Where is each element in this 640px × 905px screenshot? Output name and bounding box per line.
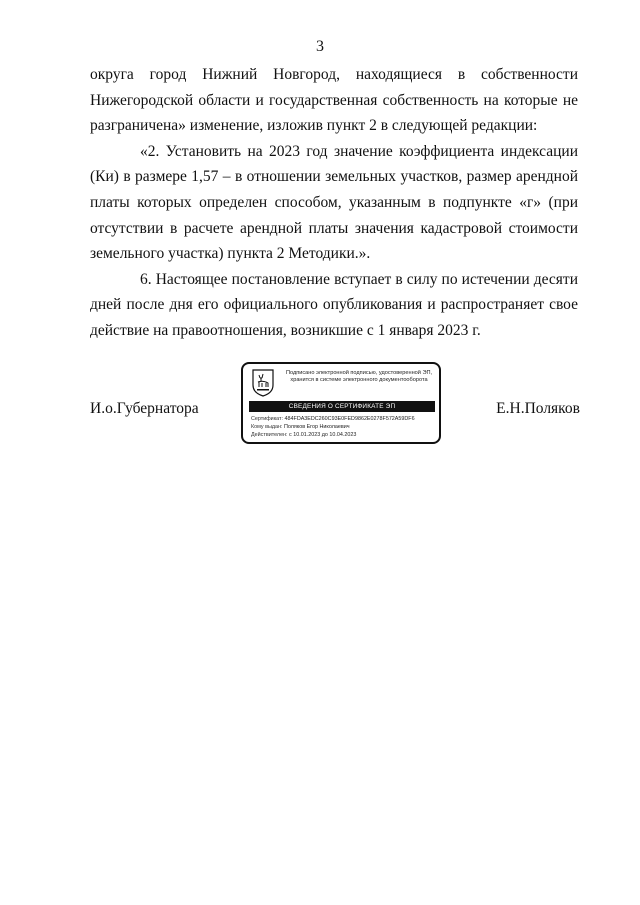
electronic-signature-stamp — [241, 362, 441, 444]
certificate-value: 484FDA3EDC260C93E0FED9862E0278F572A59DF6 — [284, 416, 415, 422]
paragraph-continuation: округа город Нижний Новгород, находящиеся в собственности Нижегородской области и государственная собственность на которые не разграничена» изменение, изложив пункт 2 в следующей редакции: — [90, 66, 578, 135]
signatory-title: И.о.Губернатора — [90, 400, 199, 417]
valid-row — [251, 431, 437, 439]
certificate-label: Сертификат: — [251, 416, 284, 422]
paragraph-clause-2: «2. Установить на 2023 год значение коэффициента индексации (Ки) в размере 1,57 – в отношении земельных участков, размер арендной платы которых определен способом, указанным в подпункте «г» (при отсутствии в расчете арендной платы значения кадастровой стоимости земельного участка) пункта 2 Методики.». — [90, 142, 578, 263]
document-body — [90, 62, 578, 344]
stamp-header — [279, 370, 439, 385]
valid-value: с 10.01.2023 до 10.04.2023 — [289, 432, 357, 438]
issued-to-value: Поляков Егор Николаевич — [283, 424, 350, 430]
issued-to-label: Кому выдан: — [251, 424, 283, 430]
signature-block — [90, 362, 580, 452]
certificate-info-bar: СВЕДЕНИЯ О СЕРТИФИКАТЕ ЭП — [249, 401, 435, 412]
certificate-row — [251, 415, 437, 423]
nizhny-novgorod-deer-emblem-icon — [251, 369, 275, 397]
paragraph-clause-6: 6. Настоящее постановление вступает в силу по истечении десяти дней после дня его официального опубликования и распространяет свое действие на правоотношения, возникшие с 1 января 2023 г. — [90, 270, 578, 339]
valid-label: Действителен: — [251, 432, 288, 438]
issued-to-row — [251, 423, 437, 431]
signatory-name: Е.Н.Поляков — [496, 400, 580, 417]
stamp-header-line-2: хранится в системе электронного документооборота — [290, 377, 428, 384]
stamp-header-line-1: Подписано электронной подписью, удостоверенной ЭП, — [285, 370, 433, 376]
certificate-details — [251, 415, 437, 439]
page-number: 3 — [316, 38, 324, 55]
